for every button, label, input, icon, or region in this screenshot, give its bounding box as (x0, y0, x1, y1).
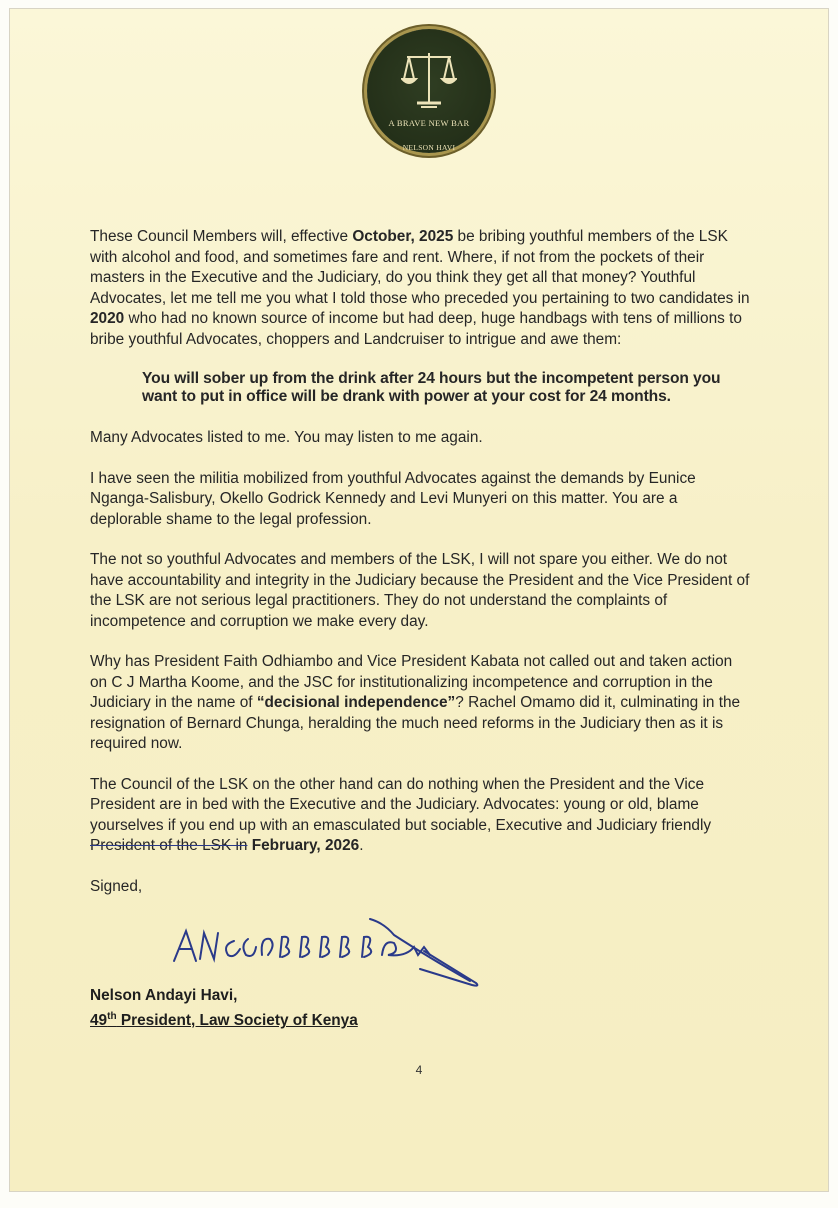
paragraph-text: who had no known source of income but had deep, huge handbags with tens of millions to bribe youthful Advocates, choppers and Landcruiser to intrigue and awe them: (90, 310, 742, 348)
title-suffix: th (107, 1011, 117, 1022)
title-number: 49 (90, 1012, 108, 1030)
paragraph-text: The Council of the LSK on the other hand can do nothing when the President and the Vice President are in bed with the Executive and the Judiciary. Advocates: young or old, blame yourselves if you end up with an emasculated but sociable, Executive and Judiciary friendly (90, 775, 712, 834)
paragraph-militia: I have seen the militia mobilized from youthful Advocates against the demands by Eunice Nganga-Salisbury, Okello Godrick Kennedy and Levi Munyeri on this matter. You are a deplorable shame to the legal profession. (90, 469, 696, 528)
letter-page (9, 8, 829, 1192)
signatory-block (90, 985, 358, 1031)
paragraph-text: be bribing youthful members of the LSK with alcohol and food, and sometimes fare and rent. Where, if not from the pockets of their masters in the Executive and the Judiciary, do you think they get all that money? Youthful Advocates, let me tell me you what I told those who preceded you pertaining to two candidates in (90, 228, 750, 307)
title-text: President, Law Society of Kenya (116, 1012, 358, 1030)
paragraph-text: Why has President Faith Odhiambo and Vice President Kabata not called out and taken action on C J Martha Koome, and the JSC for institutionalizing incompetence and corruption in the Judiciary in the name of (90, 653, 733, 711)
page-number: 4 (415, 1063, 423, 1077)
paragraph-accountability: The not so youthful Advocates and members of the LSK, I will not spare you either. We do not have accountability and integrity in the Judiciary because the President and the Vice President of the LSK are not serious legal practitioners. They do not understand the complaints of incompetence and corruption we make every day. (90, 551, 750, 630)
letter-body (90, 227, 750, 917)
paragraph-text: ? Rachel Omamo did it, culminating in the resignation of Bernard Chunga, heralding the much need reforms in the Judiciary then as it is required now. (90, 694, 741, 752)
bold-year: 2020 (90, 310, 125, 327)
paragraph-listen: Many Advocates listed to me. You may listen to me again. (90, 429, 483, 446)
signed-label: Signed, (90, 877, 143, 895)
paragraph-judiciary (90, 652, 750, 755)
paragraph-text: These Council Members will, effective (90, 228, 353, 245)
bold-phrase: “decisional independence” (256, 694, 456, 711)
letterhead-logo (367, 29, 491, 153)
letterhead-owner: NELSON HAVI (402, 143, 456, 152)
signatory-title (90, 1006, 358, 1031)
scales-of-justice-icon (401, 51, 457, 111)
letterhead-motto: A BRAVE NEW BAR (388, 118, 470, 128)
bold-date: February, 2026 (251, 837, 360, 854)
signatory-name: Nelson Andayi Havi, (90, 987, 238, 1004)
paragraph-text: . (359, 837, 364, 854)
handwritten-signature (170, 909, 500, 979)
block-quote: You will sober up from the drink after 24 hours but the incompetent person you want to put in office will be drank with power at your cost for 24 months. (142, 370, 721, 405)
overwritten-text: President of the LSK in (90, 837, 248, 854)
bold-date: October, 2025 (352, 228, 454, 245)
paragraph-council (90, 775, 750, 857)
paragraph-bribery (90, 227, 750, 350)
